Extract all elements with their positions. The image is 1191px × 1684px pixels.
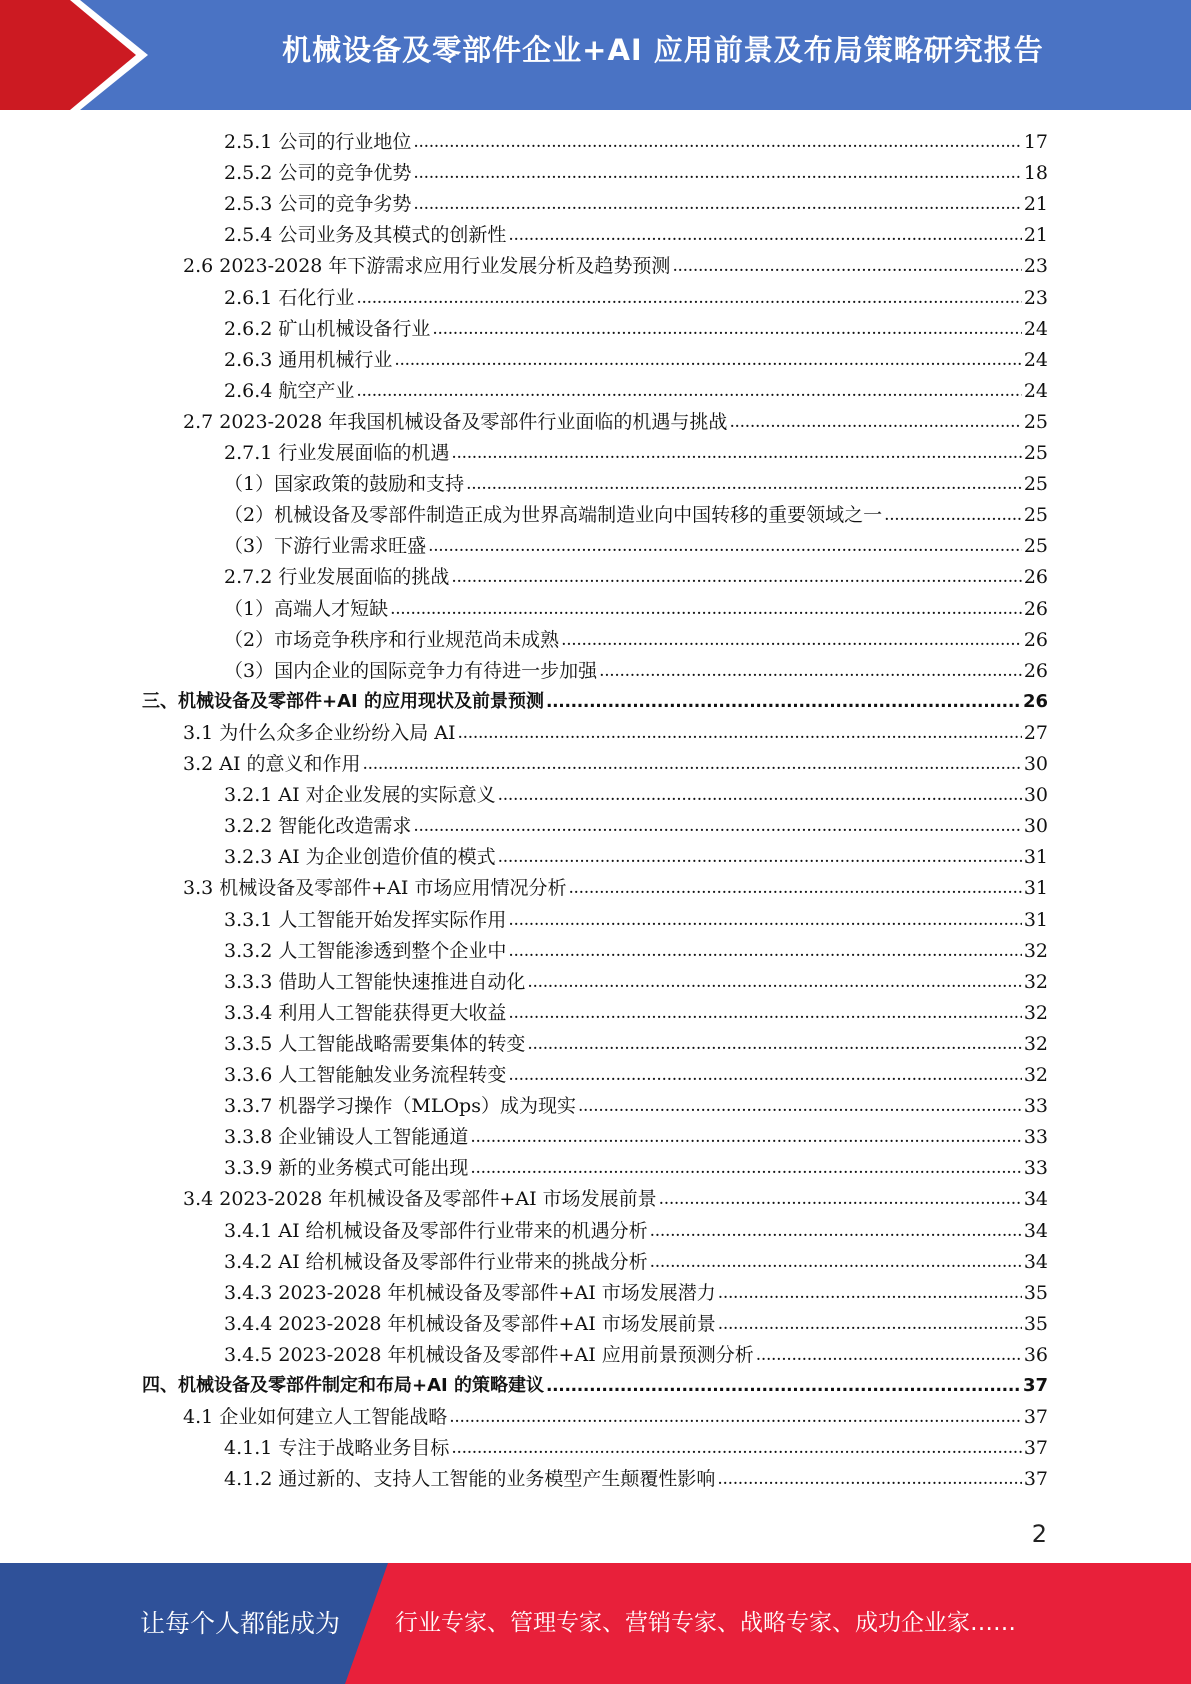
toc-entry-label: （2）市场竞争秩序和行业规范尚未成熟 (224, 628, 560, 651)
toc-entry-label: （2）机械设备及零部件制造正成为世界高端制造业向中国转移的重要领域之一 (224, 504, 883, 527)
toc-entry-page: 25 (1023, 504, 1048, 527)
toc-entry[interactable] (224, 999, 1048, 1027)
toc-entry[interactable] (224, 626, 1048, 654)
toc-entry-label: 3.4.1 AI 给机械设备及零部件行业带来的机遇分析 (224, 1219, 648, 1242)
toc-dot-leader (546, 1372, 1021, 1400)
header-red-chevron (0, 0, 150, 110)
toc-dot-leader (356, 284, 1021, 312)
toc-entry-label: 3.3.9 新的业务模式可能出现 (224, 1157, 469, 1180)
footer-slogan-left: 让每个人都能成为 (139, 1609, 340, 1638)
toc-entry[interactable] (224, 937, 1048, 965)
toc-entry-label: 3.4.4 2023-2028 年机械设备及零部件+AI 市场发展前景 (224, 1312, 716, 1335)
toc-dot-leader (451, 439, 1021, 467)
toc-entry-label: 四、机械设备及零部件制定和布局+AI 的策略建议 (142, 1375, 544, 1396)
toc-entry[interactable] (183, 719, 1048, 747)
toc-entry[interactable] (224, 1310, 1048, 1338)
footer-slogan-right: 行业专家、管理专家、营销专家、战略专家、成功企业家…… (395, 1610, 1016, 1636)
toc-entry-label: 2.6.2 矿山机械设备行业 (224, 317, 431, 340)
toc-dot-leader (451, 1434, 1021, 1462)
toc-entry-page: 33 (1023, 1126, 1048, 1149)
toc-entry[interactable] (224, 128, 1048, 156)
toc-entry[interactable] (224, 1279, 1048, 1307)
toc-entry-page: 35 (1023, 1312, 1048, 1335)
toc-entry[interactable] (224, 1465, 1048, 1493)
toc-entry-label: 3.4 2023-2028 年机械设备及零部件+AI 市场发展前景 (183, 1188, 657, 1211)
toc-entry-page: 30 (1023, 784, 1048, 807)
toc-entry-page: 26 (1023, 597, 1048, 620)
toc-entry[interactable] (224, 377, 1048, 405)
toc-entry[interactable] (224, 906, 1048, 934)
toc-dot-leader (498, 843, 1022, 871)
toc-entry[interactable] (224, 439, 1048, 467)
toc-entry[interactable] (224, 1341, 1048, 1369)
toc-entry-page: 31 (1023, 877, 1048, 900)
toc-entry[interactable] (224, 595, 1048, 623)
toc-dot-leader (527, 968, 1021, 996)
toc-entry[interactable] (224, 1248, 1048, 1276)
toc-entry[interactable] (183, 874, 1048, 902)
toc-entry-label: （3）下游行业需求旺盛 (224, 535, 427, 558)
toc-dot-leader (449, 1403, 1022, 1431)
toc-dot-leader (599, 657, 1022, 685)
toc-dot-leader (578, 1092, 1022, 1120)
toc-entry-page: 21 (1023, 224, 1048, 247)
toc-dot-leader (413, 812, 1021, 840)
toc-entry[interactable] (224, 501, 1048, 529)
page-footer (0, 1563, 1191, 1684)
toc-dot-leader (508, 1061, 1021, 1089)
toc-entry-page: 27 (1023, 721, 1048, 744)
toc-entry[interactable] (224, 159, 1048, 187)
toc-dot-leader (432, 315, 1021, 343)
toc-dot-leader (413, 128, 1021, 156)
toc-entry-label: （1）国家政策的鼓励和支持 (224, 473, 465, 496)
toc-entry-page: 26 (1023, 566, 1048, 589)
toc-dot-leader (394, 346, 1021, 374)
toc-entry[interactable] (224, 1061, 1048, 1089)
toc-dot-leader (884, 501, 1022, 529)
toc-entry[interactable] (224, 563, 1048, 591)
toc-entry[interactable] (224, 781, 1048, 809)
toc-entry-page: 32 (1023, 1001, 1048, 1024)
toc-entry-page: 24 (1023, 379, 1048, 402)
toc-entry-label: 3.1 为什么众多企业纷纷入局 AI (183, 721, 456, 744)
toc-entry-page: 23 (1023, 286, 1048, 309)
toc-entry[interactable] (224, 190, 1048, 218)
toc-entry-page: 30 (1023, 815, 1048, 838)
toc-entry[interactable] (142, 1372, 1048, 1400)
toc-entry-page: 34 (1023, 1219, 1048, 1242)
toc-entry[interactable] (183, 1403, 1048, 1431)
toc-entry-label: 2.5.2 公司的竞争优势 (224, 162, 412, 185)
toc-entry-page: 25 (1023, 535, 1048, 558)
toc-entry-label: 2.5.1 公司的行业地位 (224, 131, 412, 153)
toc-entry[interactable] (142, 688, 1048, 716)
toc-entry[interactable] (183, 1185, 1048, 1213)
toc-dot-leader (650, 1248, 1022, 1276)
page-header (0, 0, 1191, 110)
toc-entry-label: 4.1.1 专注于战略业务目标 (224, 1437, 450, 1460)
toc-entry-page: 26 (1023, 628, 1048, 651)
toc-entry[interactable] (224, 657, 1048, 685)
toc-dot-leader (568, 874, 1021, 902)
toc-entry-label: 2.6.3 通用机械行业 (224, 348, 393, 371)
toc-dot-leader (466, 470, 1022, 498)
toc-dot-leader (729, 408, 1021, 436)
toc-entry-label: 3.2.3 AI 为企业创造价值的模式 (224, 846, 496, 869)
toc-entry-page: 21 (1023, 193, 1048, 216)
toc-entry-page: 32 (1023, 939, 1048, 962)
toc-entry-page: 32 (1023, 1032, 1048, 1055)
toc-entry[interactable] (224, 968, 1048, 996)
toc-entry[interactable] (224, 1092, 1048, 1120)
toc-dot-leader (498, 781, 1022, 809)
toc-entry-label: 2.7 2023-2028 年我国机械设备及零部件行业面临的机遇与挑战 (183, 410, 728, 433)
toc-entry-page: 25 (1023, 442, 1048, 464)
toc-entry[interactable] (224, 812, 1048, 840)
toc-dot-leader (458, 719, 1022, 747)
toc-entry[interactable] (183, 750, 1048, 778)
toc-entry-page: 25 (1023, 473, 1048, 496)
toc-entry[interactable] (224, 1030, 1048, 1058)
toc-entry-label: 2.6 2023-2028 年下游需求应用行业发展分析及趋势预测 (183, 255, 671, 278)
toc-entry-label: 4.1.2 通过新的、支持人工智能的业务模型产生颠覆性影响 (224, 1468, 716, 1491)
toc-entry-page: 24 (1023, 348, 1048, 371)
toc-dot-leader (390, 595, 1022, 623)
toc-entry-label: 3.4.2 AI 给机械设备及零部件行业带来的挑战分析 (224, 1250, 648, 1273)
toc-dot-leader (413, 159, 1021, 187)
toc-entry-page: 37 (1023, 1437, 1048, 1460)
toc-entry-page: 32 (1023, 1064, 1048, 1086)
toc-entry-page: 33 (1023, 1095, 1048, 1118)
toc-entry[interactable] (224, 315, 1048, 343)
toc-entry-page: 17 (1023, 131, 1048, 153)
toc-entry[interactable] (224, 843, 1048, 871)
toc-entry-label: 3.2.1 AI 对企业发展的实际意义 (224, 784, 496, 807)
toc-dot-leader (527, 1030, 1021, 1058)
toc-entry-label: 3.3.8 企业铺设人工智能通道 (224, 1126, 469, 1149)
toc-dot-leader (718, 1310, 1022, 1338)
toc-entry-page: 34 (1023, 1188, 1048, 1211)
toc-entry[interactable] (224, 470, 1048, 498)
toc-entry-page: 37 (1022, 1375, 1048, 1396)
toc-entry-page: 33 (1023, 1157, 1048, 1180)
toc-entry-label: 3.3.3 借助人工智能快速推进自动化 (224, 970, 526, 993)
toc-entry-label: 2.7.1 行业发展面临的机遇 (224, 442, 450, 464)
toc-dot-leader (561, 626, 1022, 654)
toc-entry-label: 2.5.4 公司业务及其模式的创新性 (224, 224, 507, 247)
toc-entry-label: 3.2 AI 的意义和作用 (183, 753, 361, 775)
toc-entry-label: 3.3.2 人工智能渗透到整个企业中 (224, 939, 507, 962)
toc-entry[interactable] (183, 252, 1048, 280)
toc-entry[interactable] (224, 1123, 1048, 1151)
toc-entry-page: 23 (1023, 255, 1048, 278)
toc-dot-leader (470, 1154, 1021, 1182)
toc-entry-page: 24 (1023, 317, 1048, 340)
toc-entry-label: （3）国内企业的国际竞争力有待进一步加强 (224, 659, 598, 682)
report-title: 机械设备及零部件企业+AI 应用前景及布局策略研究报告 (282, 33, 1044, 67)
toc-entry[interactable] (224, 1217, 1048, 1245)
toc-entry-label: 3.3.1 人工智能开始发挥实际作用 (224, 908, 507, 931)
toc-dot-leader (508, 999, 1021, 1027)
toc-entry-label: （1）高端人才短缺 (224, 597, 389, 620)
toc-entry-page: 25 (1023, 410, 1048, 433)
toc-entry-page: 34 (1023, 1250, 1048, 1273)
toc-dot-leader (650, 1217, 1022, 1245)
toc-entry-label: 3.3.6 人工智能触发业务流程转变 (224, 1064, 507, 1086)
toc-entry-page: 31 (1023, 908, 1048, 931)
toc-entry[interactable] (224, 221, 1048, 249)
toc-entry-label: 2.6.1 石化行业 (224, 286, 355, 309)
toc-entry-page: 35 (1023, 1281, 1048, 1304)
toc-entry-label: 三、机械设备及零部件+AI 的应用现状及前景预测 (142, 690, 544, 712)
toc-dot-leader (756, 1341, 1022, 1369)
toc-dot-leader (451, 563, 1021, 591)
toc-dot-leader (659, 1185, 1022, 1213)
toc-entry-page: 37 (1023, 1468, 1048, 1491)
toc-dot-leader (508, 937, 1021, 965)
toc-entry-page: 36 (1023, 1343, 1048, 1366)
toc-entry[interactable] (224, 532, 1048, 560)
toc-entry-page: 32 (1023, 970, 1048, 993)
toc-entry-label: 2.7.2 行业发展面临的挑战 (224, 566, 450, 589)
toc-entry[interactable] (224, 1434, 1048, 1462)
toc-entry-page: 26 (1022, 690, 1048, 712)
toc-entry-label: 3.4.5 2023-2028 年机械设备及零部件+AI 应用前景预测分析 (224, 1343, 754, 1366)
toc-entry-page: 30 (1023, 753, 1048, 775)
toc-dot-leader (470, 1123, 1021, 1151)
toc-entry-label: 3.4.3 2023-2028 年机械设备及零部件+AI 市场发展潜力 (224, 1281, 716, 1304)
toc-dot-leader (718, 1279, 1022, 1307)
toc-entry[interactable] (183, 408, 1048, 436)
toc-entry-label: 2.6.4 航空产业 (224, 379, 355, 402)
toc-dot-leader (717, 1465, 1021, 1493)
toc-entry[interactable] (224, 346, 1048, 374)
toc-entry-label: 3.2.2 智能化改造需求 (224, 815, 412, 838)
toc-dot-leader (413, 190, 1021, 218)
toc-entry-label: 3.3.7 机器学习操作（MLOps）成为现实 (224, 1095, 576, 1118)
toc-dot-leader (546, 688, 1021, 716)
toc-entry-label: 4.1 企业如何建立人工智能战略 (183, 1406, 448, 1429)
toc-entry-label: 3.3.5 人工智能战略需要集体的转变 (224, 1032, 526, 1055)
toc-entry-page: 31 (1023, 846, 1048, 869)
toc-entry-label: 2.5.3 公司的竞争劣势 (224, 193, 412, 216)
toc-entry[interactable] (224, 1154, 1048, 1182)
toc-entry-page: 37 (1023, 1406, 1048, 1429)
toc-entry-page: 26 (1023, 659, 1048, 682)
toc-entry-label: 3.3.4 利用人工智能获得更大收益 (224, 1001, 507, 1024)
toc-dot-leader (508, 906, 1021, 934)
toc-entry-page: 18 (1023, 162, 1048, 185)
toc-dot-leader (356, 377, 1021, 405)
page-number: 2 (1031, 1520, 1047, 1548)
toc-dot-leader (428, 532, 1022, 560)
toc-dot-leader (508, 221, 1021, 249)
toc-dot-leader (672, 252, 1021, 280)
toc-dot-leader (363, 750, 1022, 778)
toc-entry[interactable] (224, 284, 1048, 312)
toc-entry-label: 3.3 机械设备及零部件+AI 市场应用情况分析 (183, 877, 567, 900)
